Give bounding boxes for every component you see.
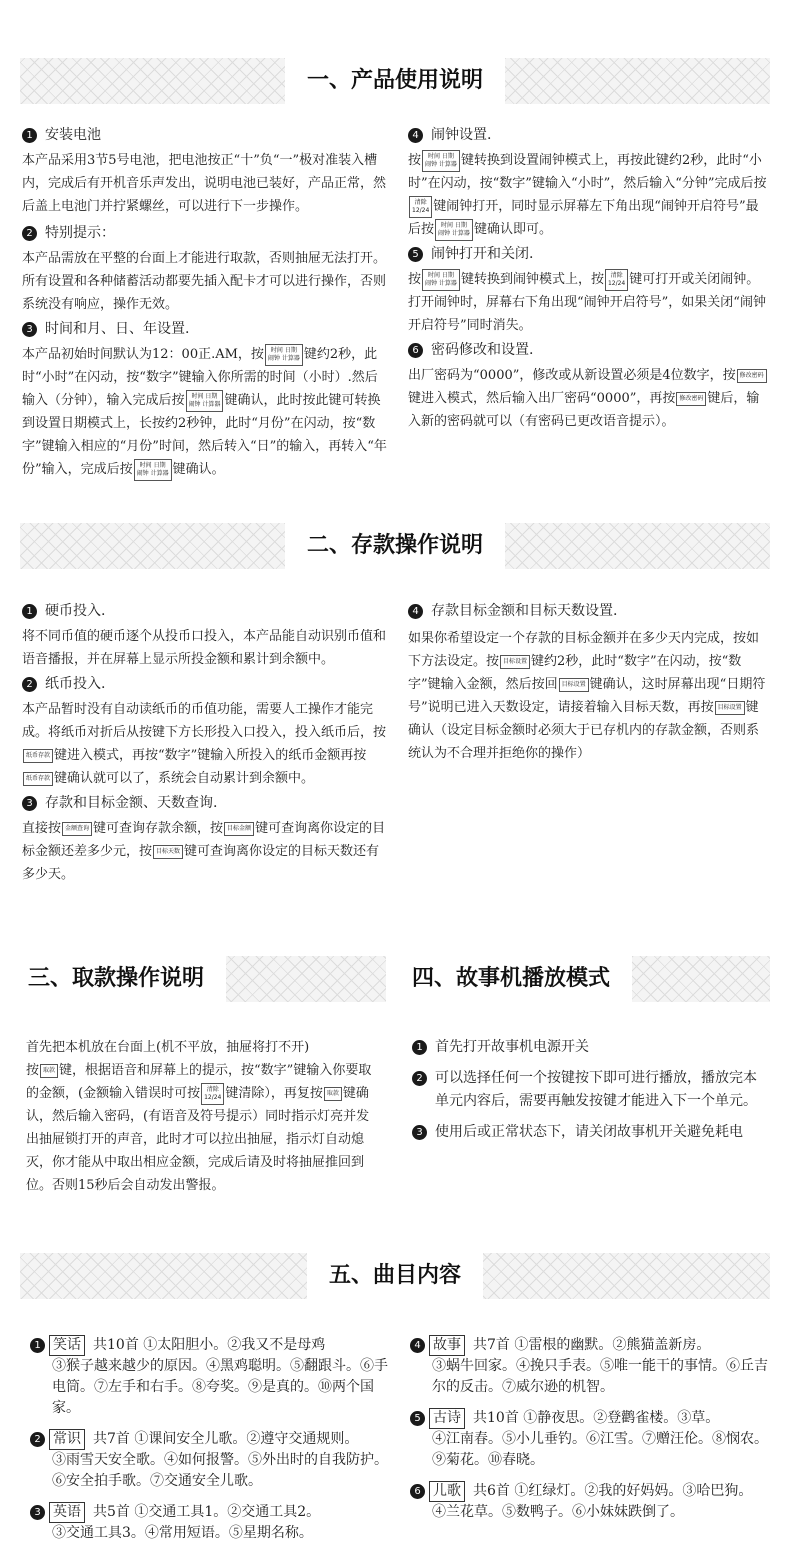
heading-special-tip: 2 特别提示： bbox=[22, 222, 390, 245]
number-badge: 3 bbox=[22, 322, 37, 337]
time-date-key-icon: 时间 日期 闹钟 计算器 bbox=[186, 390, 224, 412]
clear-key-icon: 清除 12/24 bbox=[201, 1083, 224, 1105]
time-date-key-icon: 时间 日期 闹钟 计算器 bbox=[422, 150, 460, 172]
target-amount-key-icon: 目标金额 bbox=[224, 822, 254, 836]
song-category: 4 故事 共7首 ①雷根的幽默。②熊猫盖新房。 ③蜗牛回家。④挽只手表。⑤唯一能干的事情。⑥丘吉尔的反击。⑦威尔逊的机智。 bbox=[410, 1335, 780, 1398]
number-badge: 4 bbox=[408, 128, 423, 143]
heading-paper-money: 2 纸币投入. bbox=[22, 673, 390, 696]
time-date-key-icon: 时间 日期 闹钟 计算器 bbox=[422, 269, 460, 291]
number-badge: 4 bbox=[410, 1338, 425, 1353]
story-item: 3 使用后或正常状态下，请关闭故事机开关避免耗电 bbox=[412, 1121, 768, 1144]
paragraph-query: 直接按 金额查询 键可查询存款余额，按 目标金额 键可查询离你设定的目标金额还差多少元，按 目标天数 键可查询离你设定的目标天数还有多少天。 bbox=[22, 821, 386, 882]
section2-left-column bbox=[22, 598, 390, 886]
paragraph-alarm-toggle: 按 时间 日期 闹钟 计算器 键转换到闹钟模式上，按 清除 12/24 键可打开或关闭闹钟。打开闹钟时，屏幕右下角出现“闹钟开启符号”，如果关闭“闹钟开启符号”同时消失。 bbox=[408, 268, 770, 337]
paper-money-key-icon: 纸币存款 bbox=[23, 749, 53, 763]
paragraph-coin-input: 将不同币值的硬币逐个从投币口投入，本产品能自动识别币值和语音播报，并在屏幕上显示所投金额和累计到余额中。 bbox=[22, 629, 387, 667]
withdraw-key-icon: 取款 bbox=[40, 1064, 58, 1078]
paragraph-target-setting: 如果你希望设定一个存款的目标金额并在多少天内完成，按如下方法设定。按 目标设置 键约2秒，此时“数字”在闪动，按“数字”键输入金额，然后按回 目标设置 键确认，这时屏幕出现“日期符号”说明已进入天数设定，请接着输入目标天数，再按 目标设置 键确认（设定目标金额时必须大于已存机内的存款金额，否则系统认为不合理并拒绝你的操作） bbox=[408, 631, 766, 761]
withdraw-key-icon: 取款 bbox=[324, 1087, 342, 1101]
number-badge: 2 bbox=[22, 226, 37, 241]
song-category: 5 古诗 共10首 ①静夜思。②登鹳雀楼。③草。 ④江南春。⑤小儿垂钓。⑥江雪。⑦赠汪伦。⑧悯农。⑨菊花。⑩春晓。 bbox=[410, 1408, 780, 1471]
number-badge: 6 bbox=[410, 1484, 425, 1499]
section3-title: 三、取款操作说明 bbox=[20, 956, 226, 1002]
paragraph-time-setting: 本产品初始时间默认为12：00正.AM，按 时间 日期 闹钟 计算器 键约2秒，此时“小时”在闪动，按“数字”键输入你所需的时间（小时）.然后输入（分钟），输入完成后按 时间 日期 闹钟 计算器 键确认，此时按此键可转换到设置日期模式上，长按约2秒钟，此时“月份”在闪动，按“数字”键输入相应的“月份”时间，然后转入“日”的输入，再转入“年份”输入，完成后按 时间 日期 闹钟 计算器 键确认。 bbox=[22, 343, 390, 481]
section1-title: 一、产品使用说明 bbox=[285, 58, 505, 104]
section3-header bbox=[20, 956, 386, 1002]
number-badge: 2 bbox=[30, 1432, 45, 1447]
target-setting-key-icon: 目标设置 bbox=[715, 701, 745, 715]
target-setting-key-icon: 目标设置 bbox=[559, 678, 589, 692]
paragraph-install-battery: 本产品采用3节5号电池，把电池按正“十”负“一”极对准装入槽内，完成后有开机音乐声发出，说明电池已装好，产品正常，然后盖上电池门并拧紧螺丝，可以进行下一步操作。 bbox=[22, 153, 387, 214]
story-item: 2 可以选择任何一个按键按下即可进行播放，播放完本单元内容后，需要再触发按键才能进入下一个单元。 bbox=[412, 1067, 768, 1113]
paragraph-withdraw: 首先把本机放在台面上(机不平放，抽屉将打不开) 按 取款 键，根据语音和屏幕上的提示，按“数字”键输入你要取的金额，(金额输入错误时可按 清除 12/24 键清除），再复按 取款 键确认，然后输入密码，(有语音及符号提示）同时指示灯亮并发出抽屉锁打开的声音，此时才可以拉出抽屉，指示灯自动熄灭，你才能从中取出相应金额，完成后请及时将抽屉推回到位。否则15秒后会自动发出警报。 bbox=[26, 1040, 372, 1193]
section1-header bbox=[20, 58, 770, 104]
heading-alarm-setting: 4 闹钟设置. bbox=[408, 124, 770, 147]
section3-body bbox=[26, 1036, 382, 1197]
song-category: 6 儿歌 共6首 ①红绿灯。②我的好妈妈。③哈巴狗。 ④兰花草。⑤数鸭子。⑥小妹妹跌倒了。 bbox=[410, 1481, 780, 1523]
target-setting-key-icon: 目标设置 bbox=[500, 655, 530, 669]
paragraph-special-tip: 本产品需放在平整的台面上才能进行取款，否则抽屉无法打开。所有设置和各种储蓄活动都要先插入配卡才可以进行操作，否则系统没有响应，操作无效。 bbox=[22, 251, 387, 312]
number-badge: 5 bbox=[408, 247, 423, 262]
category-tag: 笑话 bbox=[49, 1335, 85, 1356]
heading-query: 3 存款和目标金额、天数查询. bbox=[22, 792, 390, 815]
paragraph-password: 出厂密码为“0000”，修改或从新设置必须是4位数字，按 修改密码 键进入模式，然后输入出厂密码“0000”，再按 修改密码 键后，输入新的密码就可以（有密码已更改语音提示）。 bbox=[408, 364, 770, 433]
amount-query-key-icon: 金额查询 bbox=[62, 822, 92, 836]
number-badge: 5 bbox=[410, 1411, 425, 1426]
number-badge: 4 bbox=[408, 604, 423, 619]
clear-key-icon: 清除 12/24 bbox=[409, 196, 432, 218]
number-badge: 3 bbox=[30, 1505, 45, 1520]
section5-title: 五、曲目内容 bbox=[307, 1253, 483, 1299]
change-password-key-icon: 修改密码 bbox=[676, 392, 706, 406]
song-category: 3 英语 共5首 ①交通工具1。②交通工具2。 ③交通工具3。④常用短语。⑤星期名称。 bbox=[30, 1502, 390, 1544]
change-password-key-icon: 修改密码 bbox=[737, 369, 767, 383]
time-date-key-icon: 时间 日期 闹钟 计算器 bbox=[265, 344, 303, 366]
paragraph-alarm-setting: 按 时间 日期 闹钟 计算器 键转换到设置闹钟模式上，再按此键约2秒，此时“小时”在闪动，按“数字”键输入“小时”，然后输入“分钟”完成后按 清除 12/24 键闹钟打开，同时显示屏幕左下角出现“闹钟开启符号”最后按 时间 日期 闹钟 计算器 键确认即可。 bbox=[408, 149, 770, 241]
section5-header bbox=[20, 1253, 770, 1299]
paragraph-paper-money: 本产品暂时没有自动读纸币的币值功能，需要人工操作才能完成。将纸币对折后从按键下方长形投入口投入，投入纸币后，按 纸币存款 键进入模式，再按“数字”键输入所投入的纸币金额再按 纸币存款 键确认就可以了，系统会自动累计到余额中。 bbox=[22, 702, 387, 786]
section2-title: 二、存款操作说明 bbox=[285, 523, 505, 569]
section1-left-column bbox=[22, 122, 390, 481]
number-badge: 6 bbox=[408, 343, 423, 358]
number-badge: 1 bbox=[30, 1338, 45, 1353]
category-tag: 常识 bbox=[49, 1429, 85, 1450]
number-badge: 3 bbox=[412, 1125, 427, 1140]
heading-target-setting: 4 存款目标金额和目标天数设置. bbox=[408, 600, 770, 623]
number-badge: 1 bbox=[412, 1040, 427, 1055]
heading-coin-input: 1 硬币投入. bbox=[22, 600, 390, 623]
section2-header bbox=[20, 523, 770, 569]
target-days-key-icon: 目标天数 bbox=[153, 845, 183, 859]
time-date-key-icon: 时间 日期 闹钟 计算器 bbox=[435, 219, 473, 241]
paper-money-key-icon: 纸币存款 bbox=[23, 772, 53, 786]
number-badge: 1 bbox=[22, 128, 37, 143]
number-badge: 2 bbox=[22, 677, 37, 692]
clear-key-icon: 清除 12/24 bbox=[605, 269, 628, 291]
song-list-left bbox=[30, 1335, 390, 1544]
heading-alarm-toggle: 5 闹钟打开和关闭. bbox=[408, 243, 770, 266]
heading-time-setting: 3 时间和月、日、年设置. bbox=[22, 318, 390, 341]
section2-right-column bbox=[408, 598, 770, 765]
section4-title: 四、故事机播放模式 bbox=[404, 956, 632, 1002]
heading-install-battery: 1 安装电池 bbox=[22, 124, 390, 147]
story-item: 1 首先打开故事机电源开关 bbox=[412, 1036, 768, 1059]
number-badge: 1 bbox=[22, 604, 37, 619]
category-tag: 故事 bbox=[429, 1335, 465, 1356]
number-badge: 2 bbox=[412, 1071, 427, 1086]
category-tag: 儿歌 bbox=[429, 1481, 465, 1502]
time-date-key-icon: 时间 日期 闹钟 计算器 bbox=[134, 459, 172, 481]
section4-body bbox=[412, 1036, 768, 1144]
heading-password: 6 密码修改和设置. bbox=[408, 339, 770, 362]
number-badge: 3 bbox=[22, 796, 37, 811]
section1-right-column bbox=[408, 122, 770, 433]
song-list-right bbox=[410, 1335, 780, 1523]
song-category: 1 笑话 共10首 ①太阳胆小。②我又不是母鸡 ③猴子越来越少的原因。④黑鸡聪明。⑤翻跟斗。⑥手电筒。⑦左手和右手。⑧夸奖。⑨是真的。⑩两个国家。 bbox=[30, 1335, 390, 1419]
song-category: 2 常识 共7首 ①课间安全儿歌。②遵守交通规则。 ③雨雪天安全歌。④如何报警。⑤外出时的自我防护。⑥安全拍手歌。⑦交通安全儿歌。 bbox=[30, 1429, 390, 1492]
section4-header bbox=[404, 956, 770, 1002]
category-tag: 英语 bbox=[49, 1502, 85, 1523]
category-tag: 古诗 bbox=[429, 1408, 465, 1429]
